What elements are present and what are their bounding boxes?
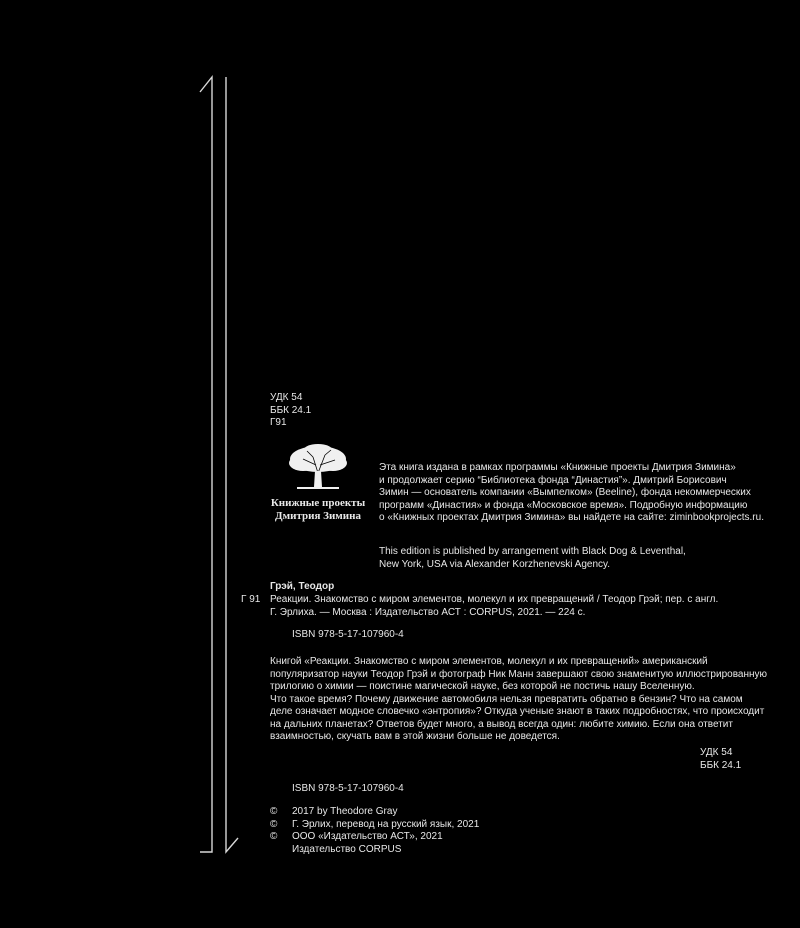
bbk-code: ББК 24.1 [270, 404, 312, 416]
annotation-line: деле означает модное словечко «энтропия»? Откуда ученые знают в таких подробностях, что происходит [270, 706, 765, 717]
annotation-line: на дальних планетах? Ответов будет много, а вывод всегда один: любите химию. Если она ответит [270, 718, 733, 730]
copyright-text: ООО «Издательство АСТ», 2021 [292, 831, 443, 842]
logo-title-line1: Книжные проекты [270, 497, 366, 509]
catalog-isbn: ISBN 978-5-17-107960-4 [292, 629, 404, 640]
classification-right [700, 747, 741, 772]
copyright-block [270, 806, 479, 856]
tree-icon [283, 443, 353, 493]
edition-line: New York, USA via Alexander Korzhenevski Agency. [379, 558, 611, 570]
edition-note [379, 546, 686, 571]
copyright-row [270, 844, 479, 857]
catalog-author: Грэй, Теодор [270, 581, 335, 592]
annotation-line: популяризатор науки Теодор Грэй и фотограф Ник Манн завершают свою знаменитую иллюстрированную [270, 668, 768, 680]
annotation-line: Книгой «Реакции. Знакомство с миром элементов, молекул и их превращений» американский [270, 656, 708, 667]
author-mark: Г91 [270, 417, 287, 428]
udk-code: УДК 54 [270, 392, 303, 403]
classification-block [270, 392, 311, 430]
logo-title-line2: Дмитрия Зимина [275, 510, 361, 522]
catalog-line: Реакции. Знакомство с миром элементов, молекул и их превращений / Теодор Грэй; пер. с англ. [270, 594, 719, 605]
zimin-program-note [379, 462, 764, 525]
note-line: программ «Династия» и фонда «Московское время». Подробную информацию [379, 499, 748, 511]
isbn-bottom: ISBN 978-5-17-107960-4 [292, 783, 404, 794]
note-line: и продолжает серию “Библиотека фонда “Династия”». Дмитрий Борисович [379, 474, 727, 486]
annotation-line: трилогию о химии — поистине магической науке, без которой не постичь нашу Вселенную. [270, 681, 695, 692]
copyright-symbol: © [270, 806, 278, 817]
udk-code-right: УДК 54 [700, 747, 733, 758]
copyright-symbol: © [270, 818, 278, 830]
annotation-line: Что такое время? Почему движение автомобиля нельзя превратить обратно в бензин? Что на самом [270, 693, 743, 705]
edition-line: This edition is published by arrangement with Black Dog & Leventhal, [379, 546, 686, 557]
catalog-code: Г 91 [241, 594, 261, 605]
note-line: Эта книга издана в рамках программы «Книжные проекты Дмитрия Зимина» [379, 462, 736, 473]
zimin-logo [268, 443, 368, 523]
catalog-line: Г. Эрлиха. — Москва : Издательство АСТ : CORPUS, 2021. — 224 с. [270, 606, 586, 618]
copyright-text: Г. Эрлих, перевод на русский язык, 2021 [292, 818, 480, 830]
copyright-row [270, 831, 479, 844]
copyright-text: 2017 by Theodore Gray [292, 806, 398, 817]
copyright-row [270, 806, 479, 819]
bbk-code-right: ББК 24.1 [700, 759, 742, 771]
note-line: о «Книжных проектах Дмитрия Зимина» вы найдете на сайте: ziminbookprojects.ru. [379, 512, 764, 523]
note-line: Зимин — основатель компании «Вымпелком» (Beeline), фонда некоммерческих [379, 487, 751, 498]
annotation [270, 656, 767, 744]
copyright-symbol: © [270, 831, 278, 842]
catalog-description [270, 594, 718, 619]
copyright-text: Издательство CORPUS [292, 843, 402, 855]
copyright-row [270, 819, 479, 832]
annotation-line: взаимностью, скучать вам в этой жизни больше не доведется. [270, 731, 560, 742]
